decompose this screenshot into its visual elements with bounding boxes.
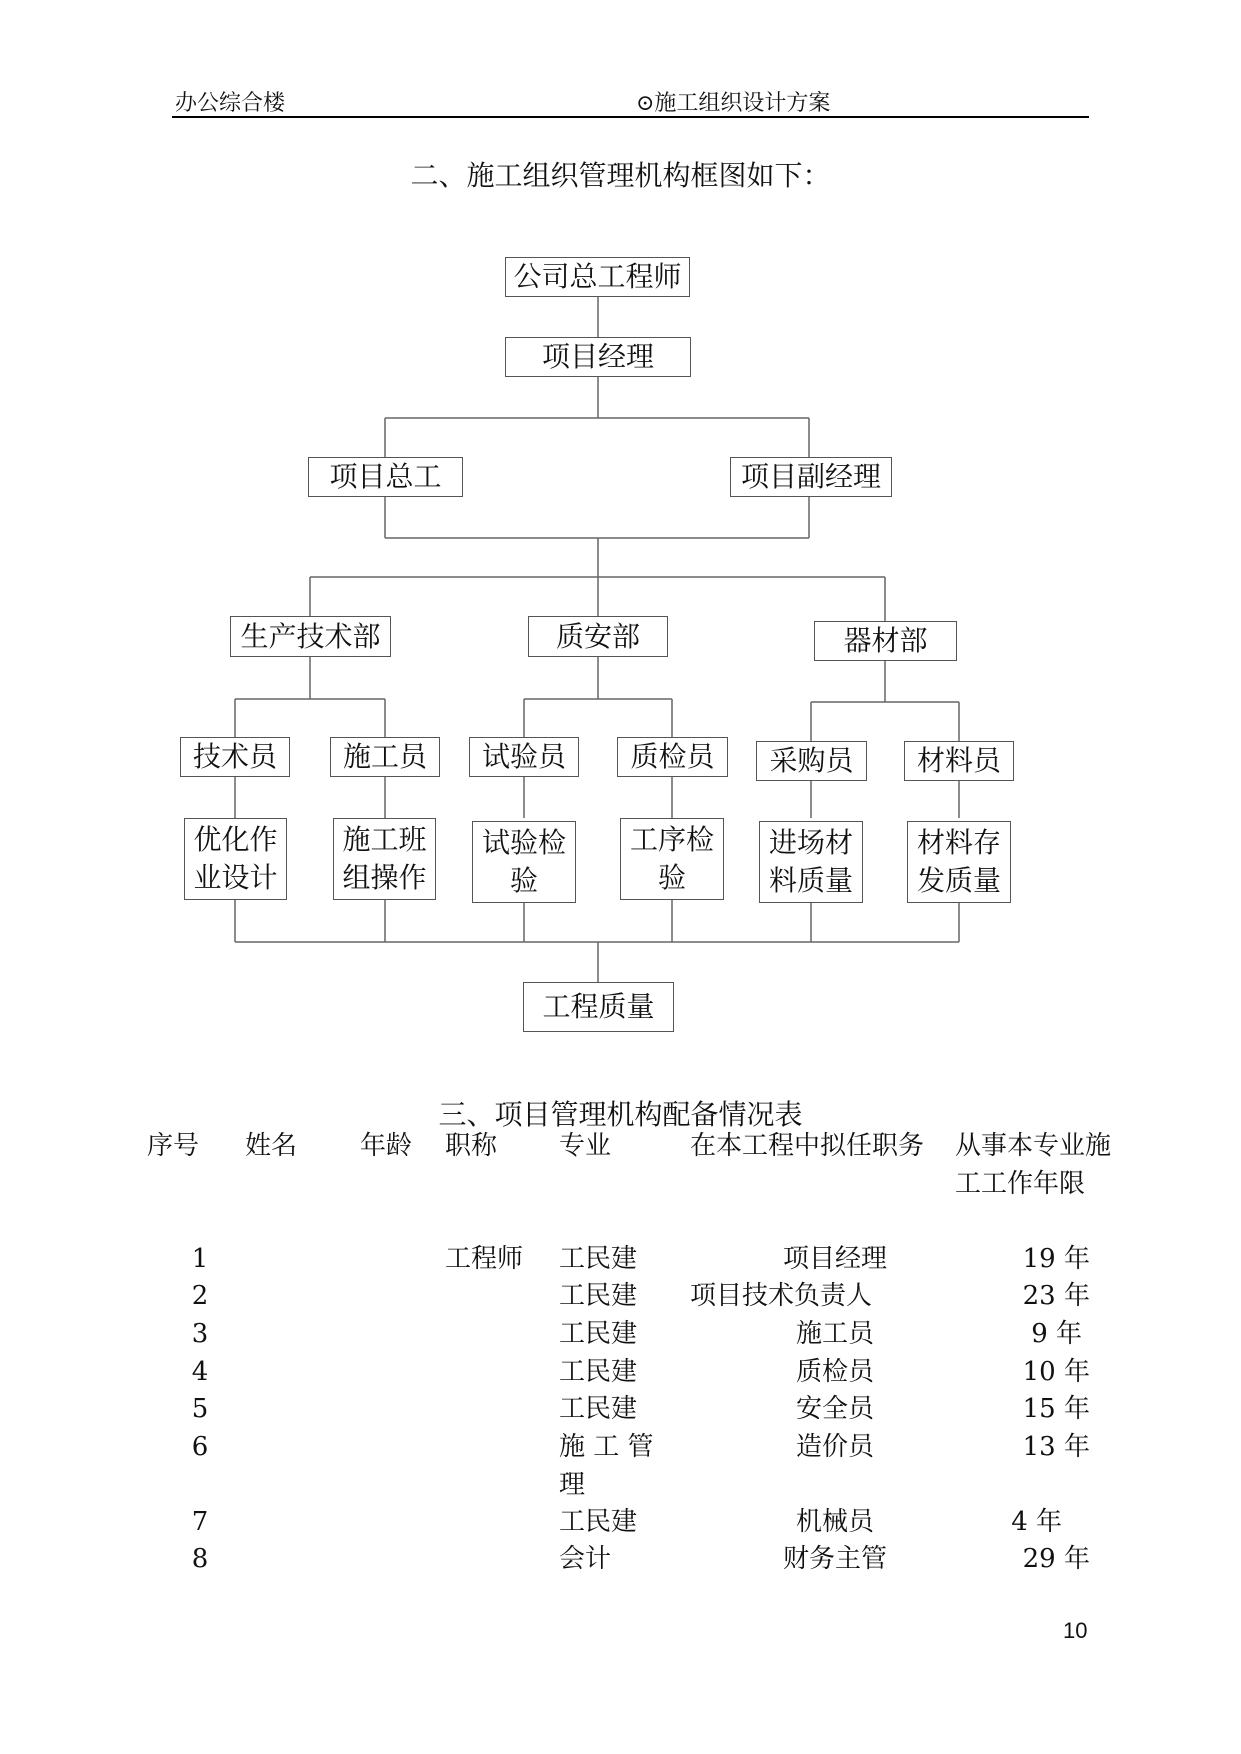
cell-no: 8: [191, 1544, 209, 1574]
cell-role: 施工员: [795, 1319, 874, 1349]
cell-no: 2: [191, 1281, 209, 1311]
col-header-name: 姓名: [245, 1131, 298, 1161]
cell-years: 19 年: [1022, 1244, 1090, 1274]
org-technician: 技术员: [180, 737, 290, 777]
org-task-test: 试验检验: [472, 821, 576, 903]
org-task-team: 施工班组操作: [333, 818, 436, 900]
cell-major: 工民建: [559, 1507, 638, 1537]
org-project-chief: 项目总工: [308, 457, 463, 497]
col-header-title: 职称: [445, 1131, 498, 1161]
cell-major: 工民建: [559, 1394, 638, 1424]
org-inspector: 质检员: [617, 737, 728, 777]
org-dept-production: 生产技术部: [230, 616, 391, 657]
cell-no: 6: [191, 1432, 209, 1462]
cell-no: 3: [191, 1319, 209, 1349]
cell-major: 工民建: [559, 1357, 638, 1387]
col-header-role: 在本工程中拟任职务: [690, 1131, 925, 1161]
cell-role: 项目技术负责人: [690, 1281, 873, 1311]
org-deputy-manager: 项目副经理: [730, 457, 892, 497]
org-tester: 试验员: [469, 737, 579, 777]
cell-years: 4 年: [1011, 1507, 1062, 1537]
org-dept-quality-safety: 质安部: [528, 616, 668, 657]
org-task-process: 工序检验: [620, 818, 724, 900]
org-dept-materials: 器材部: [814, 621, 957, 661]
cell-years: 10 年: [1022, 1357, 1090, 1387]
cell-years: 9 年: [1031, 1319, 1082, 1349]
page-number: 10: [1063, 1618, 1088, 1643]
org-material-clerk: 材料员: [904, 741, 1014, 781]
cell-major: 施 工 管 理: [559, 1432, 654, 1500]
section3-title: 三、项目管理机构配备情况表: [438, 1098, 803, 1131]
cell-role: 机械员: [795, 1507, 874, 1537]
org-project-manager: 项目经理: [505, 337, 691, 377]
cell-years: 13 年: [1022, 1432, 1090, 1462]
org-chief-engineer: 公司总工程师: [505, 257, 690, 297]
org-task-storage: 材料存发质量: [907, 821, 1011, 903]
cell-role: 财务主管: [782, 1544, 887, 1574]
cell-no: 1: [191, 1244, 209, 1274]
org-purchaser: 采购员: [756, 741, 867, 781]
cell-role: 质检员: [795, 1357, 874, 1387]
org-result-quality: 工程质量: [523, 982, 674, 1032]
cell-no: 7: [191, 1507, 209, 1537]
org-task-optimize: 优化作业设计: [184, 818, 287, 900]
cell-years: 29 年: [1022, 1544, 1090, 1574]
section2-title: 二、施工组织管理机构框图如下：: [410, 159, 831, 192]
header-left-text: 办公综合楼: [175, 91, 286, 116]
cell-no: 4: [191, 1357, 209, 1387]
org-constructor: 施工员: [330, 737, 440, 777]
cell-role: 造价员: [795, 1432, 874, 1462]
header-center-text: ⊙施工组织设计方案: [636, 91, 831, 116]
cell-years: 15 年: [1022, 1394, 1090, 1424]
cell-years: 23 年: [1022, 1281, 1090, 1311]
col-header-years: 从事本专业施工工作年限: [955, 1131, 1112, 1199]
cell-no: 5: [191, 1394, 209, 1424]
col-header-major: 专业: [559, 1131, 612, 1161]
cell-major: 工民建: [559, 1319, 638, 1349]
col-header-age: 年龄: [360, 1131, 413, 1161]
org-task-incoming: 进场材料质量: [759, 821, 863, 903]
cell-major: 工民建: [559, 1244, 638, 1274]
cell-role: 项目经理: [782, 1244, 887, 1274]
cell-major: 工民建: [559, 1281, 638, 1311]
cell-major: 会计: [559, 1544, 612, 1574]
cell-role: 安全员: [795, 1394, 874, 1424]
cell-title: 工程师: [445, 1244, 524, 1274]
col-header-no: 序号: [147, 1131, 200, 1161]
